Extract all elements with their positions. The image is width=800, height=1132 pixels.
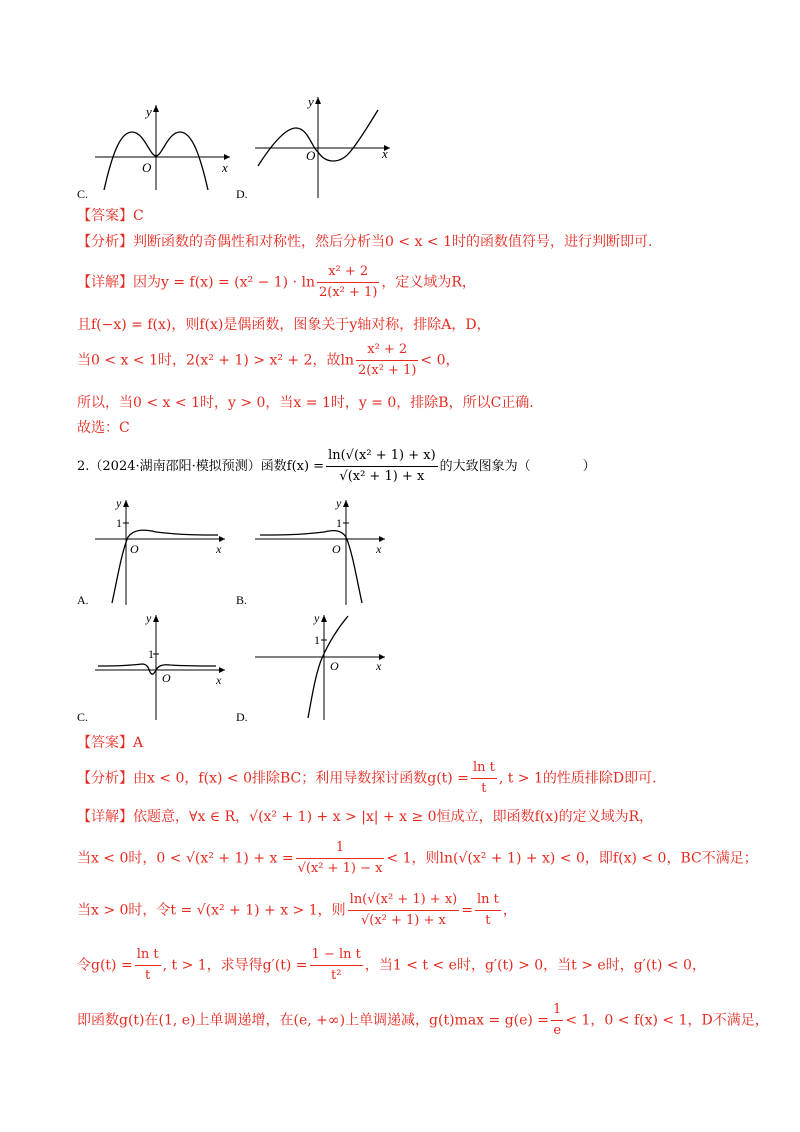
q2-detail-4a: 令g(t) = xyxy=(77,957,133,974)
q1-c-y-label: y xyxy=(146,104,152,119)
q1-choose-text: 故选：C xyxy=(77,420,130,436)
q1-d-x-label: x xyxy=(382,146,388,161)
q2-b-x-label: x xyxy=(376,542,382,556)
q2-graph-d xyxy=(250,610,400,720)
q1-analysis xyxy=(77,232,652,252)
q1-answer-value: C xyxy=(133,208,144,224)
q2-detail-tag: 【详解】 xyxy=(77,809,133,825)
q2-detail-line-2 xyxy=(77,838,758,879)
q1-d-origin: O xyxy=(306,148,316,163)
q1-detail-3a: 当0 < x < 1时，2(x² + 1) > x² + 2，故ln xyxy=(77,352,355,369)
q2-d-x-label: x xyxy=(376,659,382,673)
q1-detail-1-fraction xyxy=(317,262,379,303)
q2-analysis-den: t xyxy=(481,781,487,796)
q2-c-origin: O xyxy=(162,671,171,685)
q1-detail-1-num: x² + 2 xyxy=(317,262,379,283)
q2-detail-line-1 xyxy=(77,807,653,827)
q2-detail-2-num: 1 xyxy=(296,838,385,859)
q2-detail-3-fraction-2 xyxy=(475,890,501,931)
q2-graph-b xyxy=(250,495,400,605)
q2-option-a-label: A. xyxy=(77,593,89,607)
q1-choose xyxy=(77,418,130,438)
q1-detail-3b: < 0， xyxy=(420,352,460,369)
q2-detail-3-eq: = xyxy=(461,902,473,919)
q2-detail-4c: ，当1 < t < e时，g′(t) > 0，当t > e时，g′(t) < 0， xyxy=(364,957,706,974)
q2-analysis-a: 由x < 0，f(x) < 0排除BC；利用导数探讨函数g(t) = xyxy=(133,770,469,787)
q1-detail-1b: ，定义域为R， xyxy=(381,274,476,291)
q2-detail-3b: ， xyxy=(502,902,517,919)
q2-detail-3-num2: ln t xyxy=(475,890,501,911)
q2-c-tick: 1 xyxy=(148,647,154,661)
q2-detail-4b: , t > 1，求导得g′(t) = xyxy=(162,957,308,974)
q2-a-origin: O xyxy=(130,542,139,556)
q2-d-tick: 1 xyxy=(314,633,320,647)
q2-stem xyxy=(77,446,596,487)
q2-detail-3-num: ln(√(x² + 1) + x) xyxy=(348,890,460,911)
q1-graph-c xyxy=(90,100,240,190)
q1-detail-line-1 xyxy=(77,262,476,303)
q2-detail-4-num: ln t xyxy=(135,945,161,966)
q1-detail-1a: 因为y = f(x) = (x² − 1) · ln xyxy=(133,274,315,291)
q2-detail-line-5 xyxy=(77,1000,769,1041)
q2-answer-value: A xyxy=(133,735,144,751)
q2-detail-4-fraction xyxy=(135,945,161,986)
q1-d-y-label: y xyxy=(308,94,314,109)
q2-detail-2b: < 1，则ln(√(x² + 1) + x) < 0，即f(x) < 0，BC不满足； xyxy=(386,850,758,867)
q2-analysis-tag: 【分析】 xyxy=(77,770,133,787)
q1-detail-line-3 xyxy=(77,340,460,381)
q2-c-x-label: x xyxy=(216,673,222,687)
q2-stem-a: 2.（2024·湖南邵阳·模拟预测）函数f(x) = xyxy=(77,459,325,474)
q2-detail-line-4 xyxy=(77,945,706,986)
q2-detail-4-fraction-2 xyxy=(310,945,363,986)
q2-detail-1: 依题意，∀x ∈ R，√(x² + 1) + x > |x| + x ≥ 0恒成立，即函数f(x)的定义域为R， xyxy=(133,809,654,825)
q2-analysis xyxy=(77,758,657,799)
q2-d-origin: O xyxy=(330,659,339,673)
q2-answer-tag: 【答案】 xyxy=(77,735,133,751)
q2-a-y-label: y xyxy=(116,496,122,510)
q2-detail-5-num: 1 xyxy=(551,1000,563,1021)
q2-detail-5-den: e xyxy=(553,1023,562,1038)
q2-detail-2-fraction xyxy=(296,838,385,879)
q2-stem-fraction xyxy=(326,446,438,487)
q1-answer xyxy=(77,206,144,226)
q2-detail-line-3 xyxy=(77,890,517,931)
q2-detail-2a: 当x < 0时，0 < √(x² + 1) + x = xyxy=(77,850,294,867)
q2-detail-3-den: √(x² + 1) + x xyxy=(360,913,446,928)
q2-stem-b: 的大致图象为（ ） xyxy=(439,459,596,474)
q2-detail-5-fraction xyxy=(551,1000,563,1041)
q2-detail-4-num2: 1 − ln t xyxy=(310,945,363,966)
q1-analysis-text: 判断函数的奇偶性和对称性，然后分析当0 < x < 1时的函数值符号，进行判断即可. xyxy=(133,234,653,250)
q2-detail-2-den: √(x² + 1) − x xyxy=(297,861,383,876)
q2-analysis-fraction xyxy=(471,758,497,799)
q2-graph-c xyxy=(90,610,240,720)
q2-analysis-num: ln t xyxy=(471,758,497,779)
q1-detail-1-den: 2(x² + 1) xyxy=(319,285,378,300)
q2-detail-5a: 即函数g(t)在(1, e)上单调递增，在(e, +∞)上单调递减，g(t)max = g(e) = xyxy=(77,1012,550,1029)
q2-b-origin: O xyxy=(332,542,341,556)
q1-detail-line-4 xyxy=(77,393,534,413)
q1-detail-3-fraction xyxy=(356,340,418,381)
q2-c-y-label: y xyxy=(146,611,152,625)
q2-option-c-label: C. xyxy=(77,710,89,724)
q2-detail-3-den2: t xyxy=(485,913,491,928)
q2-detail-3a: 当x > 0时，令t = √(x² + 1) + x > 1，则 xyxy=(77,902,346,919)
q2-detail-4-den: t xyxy=(145,968,151,983)
q1-option-d-label: D. xyxy=(236,187,248,201)
q1-detail-tag: 【详解】 xyxy=(77,274,133,291)
q2-answer xyxy=(77,733,143,753)
q1-analysis-tag: 【分析】 xyxy=(77,234,133,250)
q2-analysis-b: , t > 1的性质排除D即可. xyxy=(498,770,657,787)
q1-graph-d xyxy=(250,92,400,198)
q2-a-tick: 1 xyxy=(116,516,122,530)
q2-graph-a xyxy=(90,495,240,605)
q2-option-d-label: D. xyxy=(236,710,248,724)
q1-detail-3-num: x² + 2 xyxy=(356,340,418,361)
q1-detail-2: 且f(−x) = f(x)，则f(x)是偶函数，图象关于y轴对称，排除A，D， xyxy=(77,317,491,333)
q1-c-origin: O xyxy=(142,160,152,175)
q2-stem-den: √(x² + 1) + x xyxy=(339,469,425,484)
q2-detail-4-den2: t² xyxy=(330,968,342,983)
q2-a-x-label: x xyxy=(216,542,222,556)
q1-detail-line-2 xyxy=(77,315,491,335)
q2-detail-5b: < 1，0 < f(x) < 1，D不满足， xyxy=(565,1012,769,1029)
q2-detail-3-fraction xyxy=(348,890,460,931)
q1-option-c-label: C. xyxy=(77,187,89,201)
q2-b-y-label: y xyxy=(336,496,342,510)
q2-stem-num: ln(√(x² + 1) + x) xyxy=(326,446,438,467)
q1-detail-4: 所以，当0 < x < 1时，y > 0，当x = 1时，y = 0，排除B，所以C正确. xyxy=(77,395,534,411)
q1-c-x-label: x xyxy=(222,160,228,175)
q2-option-b-label: B. xyxy=(236,593,248,607)
q2-b-tick: 1 xyxy=(336,516,342,530)
q1-detail-3-den: 2(x² + 1) xyxy=(358,363,417,378)
q1-answer-tag: 【答案】 xyxy=(77,208,133,224)
q2-d-y-label: y xyxy=(314,611,320,625)
